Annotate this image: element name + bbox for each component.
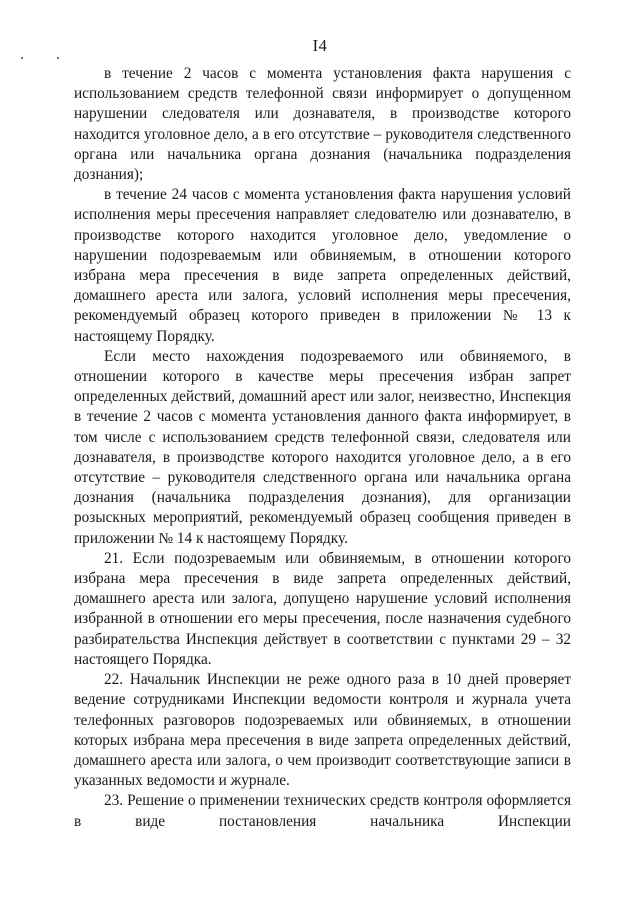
scan-speck-left [21,57,23,59]
paragraph-3: Если место нахождения подозреваемого или обвиняемого, в отношении которого в качестве меры пресечения избран запрет определенных действий, домашний арест или залог, неизвестно, Инспекция в течение 2 часов с момента установления данного факта информирует, в том числе с использованием средств телефонной связи, следователя или дознавателя, в производстве которого находится уголовное дело, а в его отсутствие – руководителя следственного органа или начальника органа дознания (начальника подразделения дознания), для организации розыскных мероприятий, рекомендуемый образец сообщения приведен в приложении № 14 к настоящему Порядку. [74,347,571,547]
paragraph-4-item-21: 21. Если подозреваемым или обвиняемым, в отношении которого избрана мера пресечения в виде запрета определенных действий, домашнего ареста или залога, допущено нарушение условий исполнения избранной в отношении его меры пресечения, после назначения судебного разбирательства Инспекция действует в соответствии с пунктами 29 – 32 настоящего Порядка. [74,549,571,668]
page-number: I4 [312,36,328,55]
paragraph-2: в течение 24 часов с момента установления факта нарушения условий исполнения меры пресечения направляет следователю или дознавателю, в производстве которого находится уголовное дело, уведомление о нарушении подозреваемым или обвиняемым, в отношении которого избрана мера пресечения в виде запрета определенных действий, домашнего ареста или залога, условий исполнения меры пресечения, рекомендуемый образец которого приведен в приложении № 13 к настоящему Порядку. [74,186,571,345]
paragraph-5-item-22: 22. Начальник Инспекции не реже одного раза в 10 дней проверяет ведение сотрудниками Инспекции ведомости контроля и журнала учета телефонных разговоров подозреваемых или обвиняемых, в отношении которых избрана мера пресечения в виде запрета определенных действий, домашнего ареста или залога, о чем производит соответствующие записи в указанных ведомости и журнале. [74,671,571,790]
scan-speck-right [57,57,59,59]
paragraph-1: в течение 2 часов с момента установления факта нарушения с использованием средств телефонной связи информирует о допущенном нарушении следователя или дознавателя, в производстве которого находится уголовное дело, а в его отсутствие – руководителя следственного органа или начальника органа дознания (начальника подразделения дознания); [74,65,571,184]
document-body [74,64,571,832]
paragraph-6-item-23: 23. Решение о применении технических средств контроля оформляется в виде постановления начальника Инспекции [74,792,571,830]
